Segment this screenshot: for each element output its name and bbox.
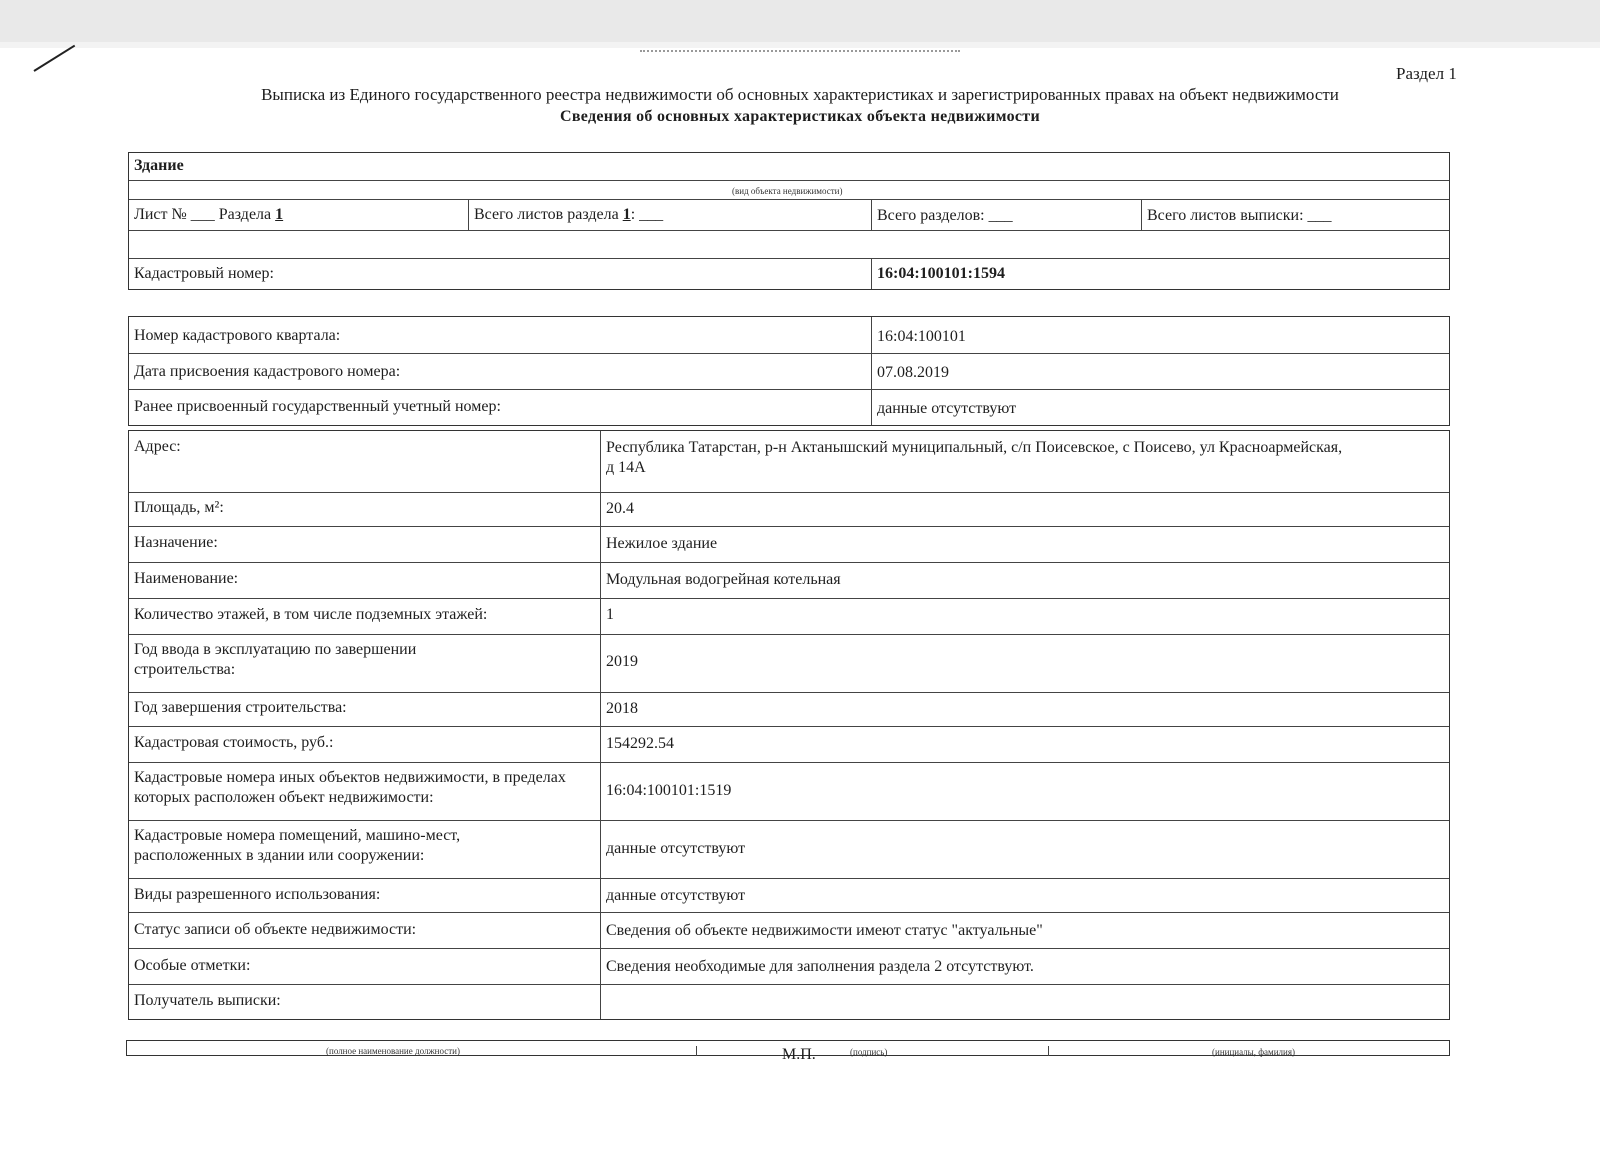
section-label: Раздел 1 — [1396, 64, 1457, 83]
object-info-line — [129, 199, 1449, 200]
purpose-label: Назначение: — [134, 534, 218, 551]
quarter-row-value: 16:04:100101 — [877, 328, 966, 345]
parent-objects-value: 16:04:100101:1519 — [606, 782, 732, 799]
recipient-label: Получатель выписки: — [134, 992, 281, 1009]
quarter-row-label: Номер кадастрового квартала: — [134, 327, 341, 344]
total-sheets-cell — [474, 205, 663, 225]
purpose-value: Нежилое здание — [606, 535, 718, 552]
area-label: Площадь, м²: — [134, 499, 224, 516]
quarter-table-line — [129, 353, 1449, 354]
cut-off-header — [640, 50, 960, 60]
completion-year-value: 2018 — [606, 700, 638, 717]
cadastral-cost-value: 154292.54 — [606, 735, 674, 752]
record-status-label: Статус записи об объекте недвижимости: — [134, 921, 417, 938]
characteristics-line — [129, 762, 1449, 763]
object-info-divider — [871, 258, 872, 289]
sheet-label: Лист № ___ Раздела — [134, 206, 272, 223]
signature-divider — [696, 1046, 697, 1056]
completion-year-label: Год завершения строительства: — [134, 699, 347, 716]
stamp-placeholder: М.П. — [782, 1046, 816, 1063]
quarter-row-label: Ранее присвоенный государственный учетный номер: — [134, 398, 501, 415]
floors-label: Количество этажей, в том числе подземных этажей: — [134, 606, 488, 623]
scan-top-band-shadow — [0, 42, 1600, 48]
quarter-row-label: Дата присвоения кадастрового номера: — [134, 363, 401, 380]
characteristics-line — [129, 492, 1449, 493]
characteristics-line — [129, 598, 1449, 599]
object-info-line — [129, 180, 1449, 181]
premises-label: Кадастровые номера помещений, машино-мест, расположенных в здании или сооружении: — [134, 827, 461, 864]
object-info-divider — [1141, 199, 1142, 230]
premises-value: данные отсутствуют — [606, 840, 746, 857]
parent-objects-label: Кадастровые номера иных объектов недвижимости, в пределах которых расположен объект недвижимости: — [134, 769, 566, 806]
scan-top-band — [0, 0, 1600, 42]
total-sections: Всего разделов: ___ — [877, 207, 1013, 224]
name-label: Наименование: — [134, 570, 239, 587]
total-sheets-suffix: : ___ — [630, 206, 664, 223]
characteristics-line — [129, 984, 1449, 985]
characteristics-line — [129, 820, 1449, 821]
characteristics-line — [129, 912, 1449, 913]
name-caption: (инициалы, фамилия) — [1212, 1047, 1295, 1057]
sheet-number-cell — [134, 205, 283, 225]
quarter-row-value: данные отсутствуют — [877, 400, 1017, 417]
sheet-section: 1 — [275, 206, 284, 223]
address-label: Адрес: — [134, 438, 181, 455]
cadastral-number-label: Кадастровый номер: — [134, 265, 274, 282]
document-title: Выписка из Единого государственного реестра недвижимости об основных характеристиках и зарегистрированных правах на объект недвижимости — [261, 85, 1339, 104]
characteristics-line — [129, 692, 1449, 693]
characteristics-line — [129, 948, 1449, 949]
name-value: Модульная водогрейная котельная — [606, 571, 841, 588]
record-status-value: Сведения об объекте недвижимости имеют статус "актуальные" — [606, 922, 1043, 939]
commission-year-value: 2019 — [606, 653, 638, 670]
total-sheets-value: 1 — [622, 206, 631, 223]
characteristics-line — [129, 878, 1449, 879]
commission-year-label: Год ввода в эксплуатацию по завершении строительства: — [134, 641, 417, 678]
document-subtitle: Сведения об основных характеристиках объекта недвижимости — [560, 108, 1040, 125]
total-extract-sheets: Всего листов выписки: ___ — [1147, 207, 1332, 224]
characteristics-divider — [600, 431, 601, 1019]
area-value: 20.4 — [606, 500, 634, 517]
signature-caption: (подпись) — [850, 1047, 888, 1057]
characteristics-line — [129, 562, 1449, 563]
signature-divider — [1048, 1046, 1049, 1056]
object-type-caption: (вид объекта недвижимости) — [732, 186, 843, 196]
floors-value: 1 — [606, 606, 614, 623]
cadastral-number-value: 16:04:100101:1594 — [877, 265, 1005, 282]
quarter-table-divider — [871, 317, 872, 425]
special-marks-label: Особые отметки: — [134, 957, 251, 974]
quarter-table-line — [129, 389, 1449, 390]
object-info-divider — [468, 199, 469, 230]
cadastral-cost-label: Кадастровая стоимость, руб.: — [134, 734, 334, 751]
special-marks-value: Сведения необходимые для заполнения раздела 2 отсутствуют. — [606, 958, 1034, 975]
position-caption: (полное наименование должности) — [326, 1046, 460, 1056]
object-info-line — [129, 258, 1449, 259]
object-type: Здание — [134, 157, 184, 174]
pen-mark — [33, 45, 75, 72]
characteristics-line — [129, 526, 1449, 527]
total-sheets-label: Всего листов раздела — [474, 206, 619, 223]
characteristics-line — [129, 726, 1449, 727]
quarter-row-value: 07.08.2019 — [877, 364, 949, 381]
object-info-line — [129, 230, 1449, 231]
characteristics-line — [129, 634, 1449, 635]
permitted-use-value: данные отсутствуют — [606, 887, 746, 904]
object-info-divider — [871, 199, 872, 230]
address-value: Республика Татарстан, р-н Актанышский муниципальный, с/п Поисевское, с Поисево, ул Красноармейская, д 14А — [606, 439, 1343, 476]
permitted-use-label: Виды разрешенного использования: — [134, 886, 381, 903]
